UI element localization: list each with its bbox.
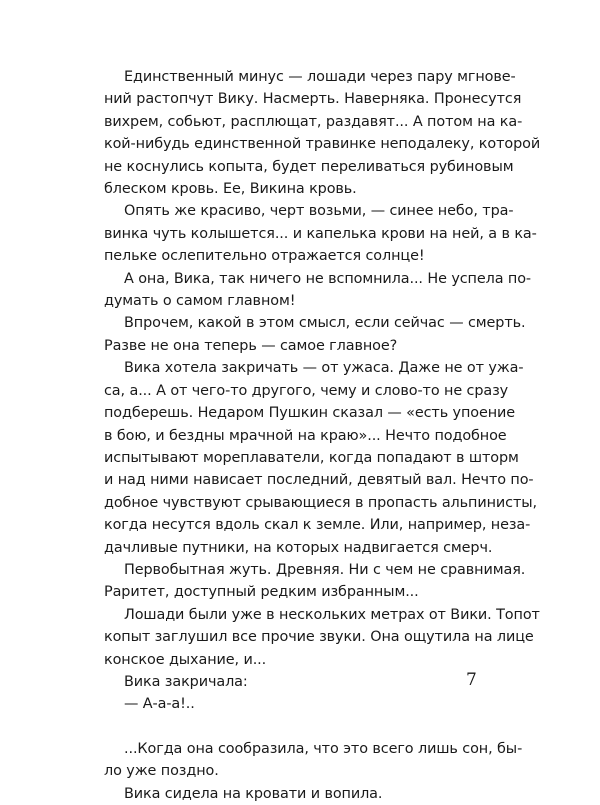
text-line: вихрем, собьют, расплющат, раздавят... А потом на ка- bbox=[104, 113, 523, 130]
paragraph bbox=[104, 693, 496, 715]
paragraph bbox=[104, 671, 496, 693]
page-number: 7 bbox=[466, 670, 477, 690]
text-line: винка чуть колышется... и капелька крови на ней, а в ка- bbox=[104, 225, 537, 242]
body-text bbox=[104, 66, 541, 805]
text-line: Впрочем, какой в этом смысл, если сейчас — смерть. bbox=[124, 315, 526, 332]
text-line: Лошади были уже в нескольких метрах от Вики. Топот bbox=[124, 606, 540, 623]
paragraph bbox=[104, 268, 532, 313]
text-line: когда несутся вдоль скал к земле. Или, например, неза- bbox=[104, 517, 531, 534]
text-line: Единственный минус — лошади через пару мгнове- bbox=[124, 69, 516, 85]
paragraph bbox=[104, 604, 540, 671]
text-line: дачливые путники, на которых надвигается смерч. bbox=[104, 539, 493, 556]
text-line: копыт заглушил все прочие звуки. Она ощутила на лице bbox=[104, 629, 534, 646]
paragraph bbox=[104, 66, 541, 200]
text-line: конское дыхание, и... bbox=[104, 651, 267, 668]
text-line: добное чувствуют срывающиеся в пропасть альпинисты, bbox=[104, 494, 537, 511]
text-line: Опять же красиво, черт возьми, — синее небо, тра- bbox=[124, 203, 514, 220]
text-line: ний растопчут Вику. Насмерть. Наверняка. Пронесутся bbox=[104, 91, 522, 108]
text-line: Вика закричала: bbox=[124, 673, 248, 690]
text-line: А она, Вика, так ничего не вспомнила... Не успела по- bbox=[124, 270, 532, 287]
text-line: ...Когда она сообразила, что это всего лишь сон, бы- bbox=[124, 740, 523, 757]
text-line: блеском кровь. Ее, Викина кровь. bbox=[104, 181, 357, 198]
paragraph bbox=[104, 357, 537, 559]
text-line: испытывают мореплаватели, когда попадают в шторм bbox=[104, 449, 519, 466]
text-line: Первобытная жуть. Древняя. Ни с чем не сравнимая. bbox=[124, 561, 526, 578]
text-line: пельке ослепительно отражается солнце! bbox=[104, 248, 425, 265]
paragraph bbox=[104, 738, 523, 783]
text-line: Вика хотела закричать — от ужаса. Даже не от ужа- bbox=[124, 360, 524, 377]
text-line: не коснулись копыта, будет переливаться рубиновым bbox=[104, 158, 514, 175]
text-line: думать о самом главном! bbox=[104, 293, 296, 310]
text-line: кой-нибудь единственной травинке неподалеку, которой bbox=[104, 136, 541, 153]
paragraph bbox=[104, 312, 526, 357]
text-line: ло уже поздно. bbox=[104, 763, 219, 780]
paragraph bbox=[104, 559, 526, 604]
text-line: са, а... А от чего-то другого, чему и слово-то не сразу bbox=[104, 382, 509, 399]
text-line: в бою, и бездны мрачной на краю»... Нечто подобное bbox=[104, 427, 507, 444]
text-line: — А-а-а!.. bbox=[124, 696, 195, 713]
paragraph bbox=[104, 783, 496, 805]
text-line: Раритет, доступный редким избранным... bbox=[104, 584, 419, 601]
text-line: Разве не она теперь — самое главное? bbox=[104, 337, 398, 354]
paragraph bbox=[104, 200, 537, 267]
text-line: Вика сидела на кровати и вопила. bbox=[124, 785, 383, 802]
text-line: и над ними нависает последний, девятый вал. Нечто по- bbox=[104, 472, 534, 489]
text-line: подберешь. Недаром Пушкин сказал — «есть упоение bbox=[104, 405, 516, 422]
section-break bbox=[104, 716, 496, 738]
